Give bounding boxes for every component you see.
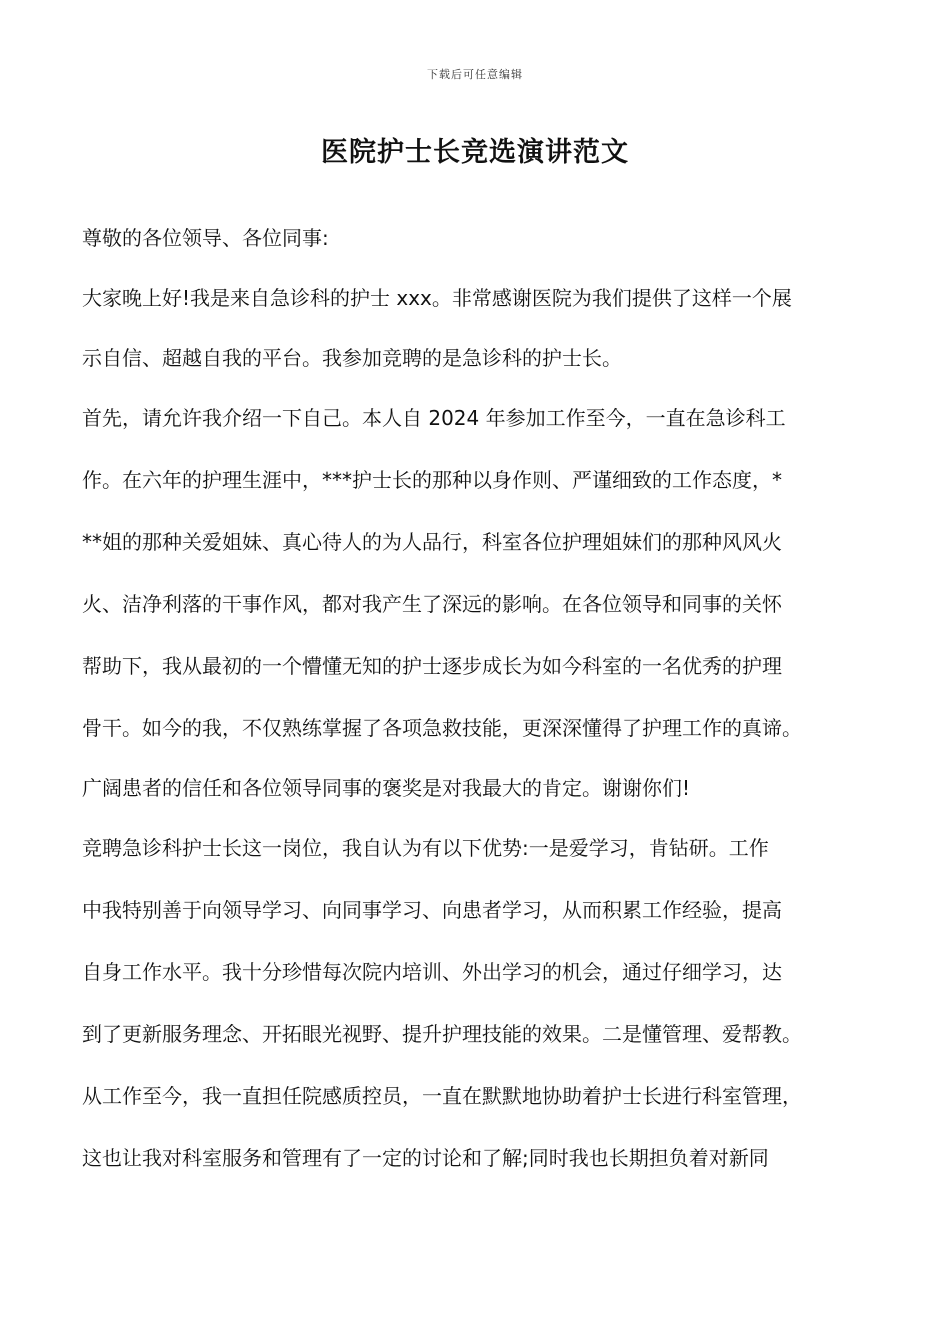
body-line: 火、洁净利落的干事作风，都对我产生了深远的影响。在各位领导和同事的关怀	[82, 592, 782, 616]
document-title: 医院护士长竞选演讲范文	[321, 137, 629, 168]
body-line: 从工作至今，我一直担任院感质控员，一直在默默地协助着护士长进行科室管理，	[82, 1084, 802, 1108]
salutation-line: 尊敬的各位领导、各位同事:	[82, 226, 329, 250]
body-line: 示自信、超越自我的平台。我参加竞聘的是急诊科的护士长。	[82, 346, 622, 370]
body-line: 广阔患者的信任和各位领导同事的褒奖是对我最大的肯定。谢谢你们!	[82, 776, 691, 800]
body-line: 大家晚上好!我是来自急诊科的护士 xxx。非常感谢医院为我们提供了这样一个展	[82, 286, 792, 310]
body-line: 首先，请允许我介绍一下自己。本人自 2024 年参加工作至今，一直在急诊科工	[82, 406, 786, 430]
body-line: 骨干。如今的我，不仅熟练掌握了各项急救技能，更深深懂得了护理工作的真谛。	[82, 716, 802, 740]
body-line: 帮助下，我从最初的一个懵懂无知的护士逐步成长为如今科室的一名优秀的护理	[82, 654, 782, 678]
body-line: 作。在六年的护理生涯中，***护士长的那种以身作则、严谨细致的工作态度，*	[82, 468, 782, 492]
body-line: **姐的那种关爱姐妹、真心待人的为人品行，科室各位护理姐妹们的那种风风火	[82, 530, 782, 554]
body-line: 自身工作水平。我十分珍惜每次院内培训、外出学习的机会，通过仔细学习，达	[82, 960, 782, 984]
header-note: 下载后可任意编辑	[427, 68, 523, 81]
body-line: 这也让我对科室服务和管理有了一定的讨论和了解;同时我也长期担负着对新同	[82, 1146, 769, 1170]
body-line: 到了更新服务理念、开拓眼光视野、提升护理技能的效果。二是懂管理、爱帮教。	[82, 1022, 802, 1046]
body-line: 竞聘急诊科护士长这一岗位，我自认为有以下优势:一是爱学习，肯钻研。工作	[82, 836, 769, 860]
body-line: 中我特别善于向领导学习、向同事学习、向患者学习，从而积累工作经验，提高	[82, 898, 782, 922]
